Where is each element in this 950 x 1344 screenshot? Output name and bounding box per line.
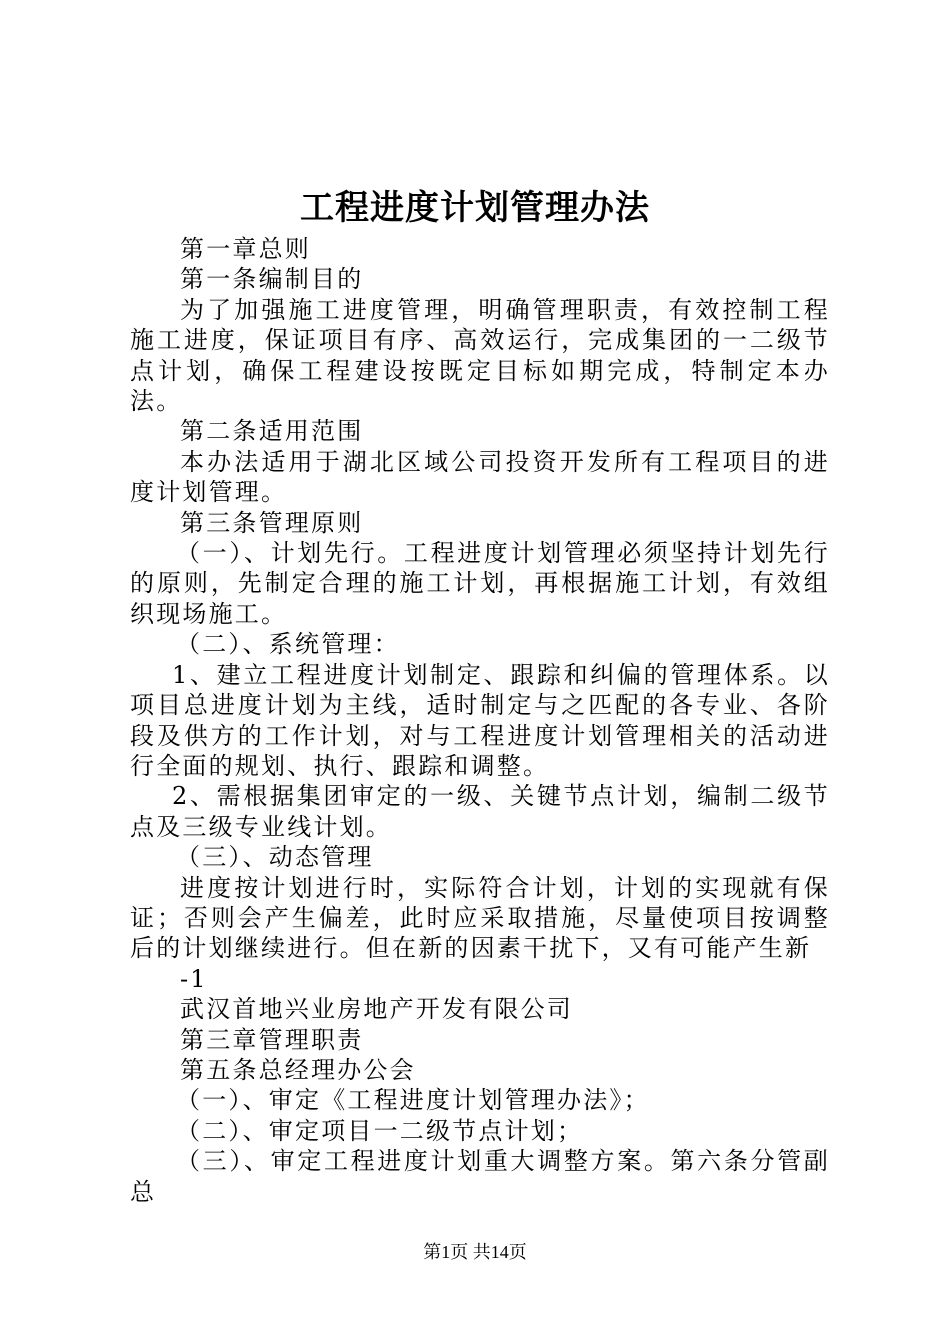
company-name: 武汉首地兴业房地产开发有限公司 (180, 995, 573, 1024)
page-marker: -1 (180, 964, 208, 993)
body-paragraph: （一）、计划先行。工程进度计划管理必须坚持计划先行的原则，先制定合理的施工计划，再根据施工计划，有效组织现场施工。 (130, 539, 830, 628)
document-title: 工程进度计划管理办法 (300, 188, 650, 228)
article-heading: 第二条适用范围 (180, 417, 364, 446)
body-paragraph: 2、需根据集团审定的一级、关键节点计划，编制二级节点及三级专业线计划。 (130, 782, 830, 841)
body-paragraph: 进度按计划进行时，实际符合计划，计划的实现就有保证；否则会产生偏差，此时应采取措施，尽量使项目按调整后的计划继续进行。但在新的因素干扰下，又有可能产生新 (130, 873, 830, 963)
document-body (130, 234, 830, 1207)
body-paragraph: 本办法适用于湖北区域公司投资开发所有工程项目的进度计划管理。 (130, 447, 830, 507)
article-heading: 第五条总经理办公会 (180, 1055, 416, 1084)
article-heading: 第三条管理原则 (180, 508, 364, 537)
body-paragraph: 为了加强施工进度管理，明确管理职责，有效控制工程施工进度，保证项目有序、高效运行，完成集团的一二级节点计划，确保工程建设按既定目标如期完成，特制定本办法。 (130, 295, 830, 416)
list-item: （二）、审定项目一二级节点计划； (176, 1116, 584, 1145)
article-heading: 第一条编制目的 (180, 265, 364, 294)
sub-heading: （三）、动态管理 (176, 843, 374, 872)
list-item: （一）、审定《工程进度计划管理办法》； (176, 1086, 650, 1115)
page-footer: 第1页 共14页 (423, 1242, 527, 1262)
list-item: （三）、审定工程进度计划重大调整方案。第六条分管副总 (130, 1147, 830, 1206)
chapter-heading: 第三章管理职责 (180, 1025, 364, 1054)
chapter-heading: 第一章总则 (180, 235, 311, 263)
body-paragraph: 1、建立工程进度计划制定、跟踪和纠偏的管理体系。以项目总进度计划为主线，适时制定与之匹配的各专业、各阶段及供方的工作计划，对与工程进度计划管理相关的活动进行全面的规划、执行、跟踪和调整。 (130, 660, 830, 780)
sub-heading: （二）、系统管理： (176, 630, 400, 659)
